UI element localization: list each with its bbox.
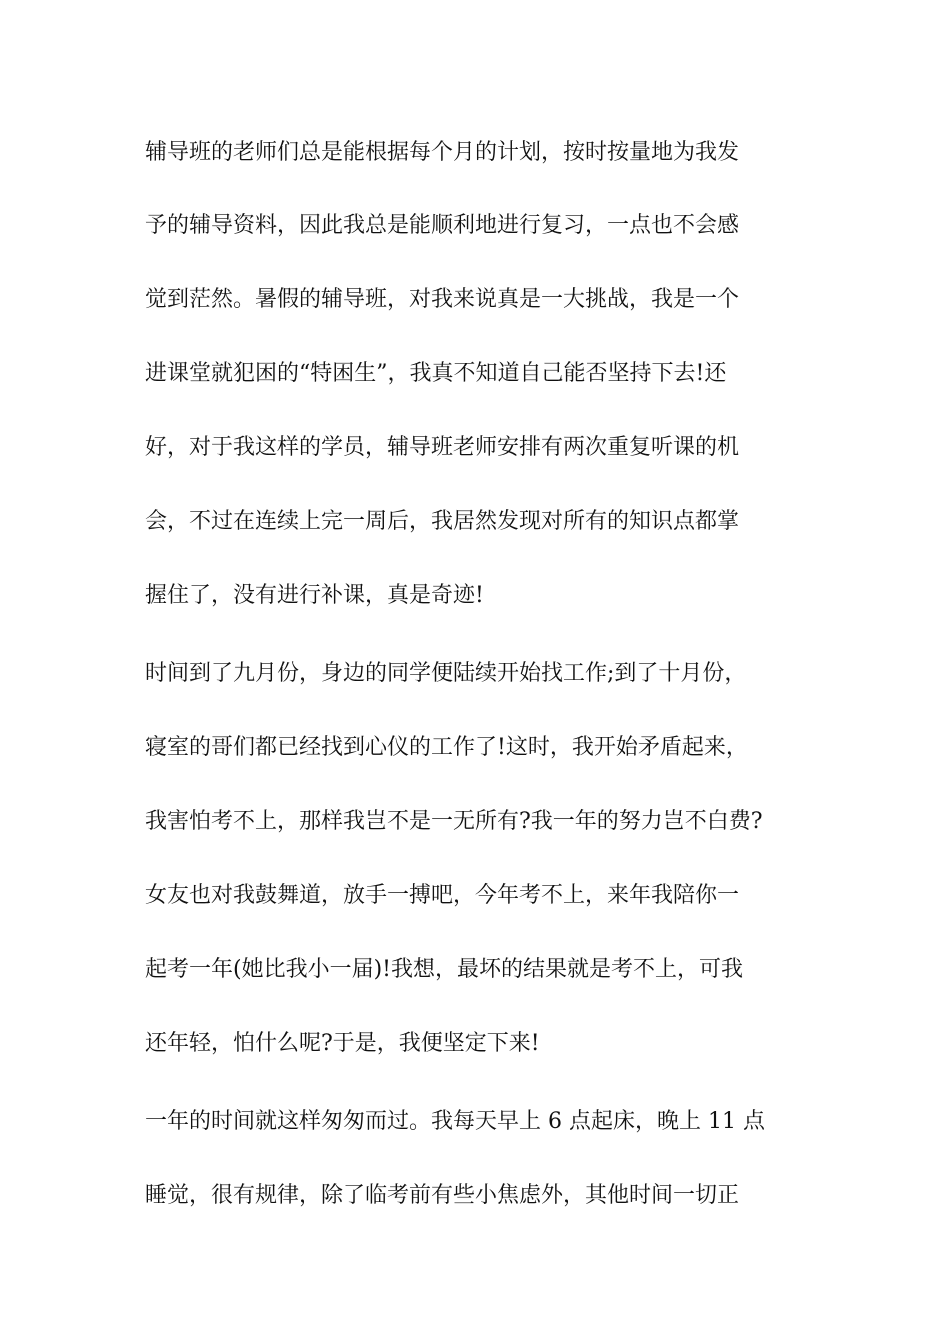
- text-line-11: 女友也对我鼓舞道，放手一搏吧，今年考不上，来年我陪你一: [145, 883, 740, 908]
- text-line-3: 觉到茫然。暑假的辅导班，对我来说真是一大挑战，我是一个: [145, 287, 740, 312]
- text-line-4: 进课堂就犯困的“特困生”，我真不知道自己能否坚持下去!还: [145, 361, 727, 386]
- text-line-15: 睡觉，很有规律，除了临考前有些小焦虑外，其他时间一切正: [145, 1183, 740, 1208]
- text-line-12: 起考一年(她比我小一届)!我想，最坏的结果就是考不上，可我: [145, 957, 744, 982]
- text-line-9: 寝室的哥们都已经找到心仪的工作了!这时，我开始矛盾起来，: [145, 735, 748, 760]
- text-line-1: 辅导班的老师们总是能根据每个月的计划，按时按量地为我发: [145, 140, 740, 165]
- text-line-2: 予的辅导资料，因此我总是能顺利地进行复习，一点也不会感: [145, 213, 740, 238]
- text-line-10: 我害怕考不上，那样我岂不是一无所有?我一年的努力岂不白费?: [145, 809, 763, 834]
- text-line-5: 好，对于我这样的学员，辅导班老师安排有两次重复听课的机: [145, 435, 740, 460]
- text-line-8: 时间到了九月份，身边的同学便陆续开始找工作;到了十月份，: [145, 661, 747, 686]
- text-line-13: 还年轻，怕什么呢?于是，我便坚定下来!: [145, 1031, 540, 1056]
- text-line-6: 会，不过在连续上完一周后，我居然发现对所有的知识点都掌: [145, 509, 740, 534]
- text-line-14: 一年的时间就这样匆匆而过。我每天早上 6 点起床，晚上 11 点: [145, 1109, 765, 1134]
- text-line-7: 握住了，没有进行补课，真是奇迹!: [145, 583, 484, 608]
